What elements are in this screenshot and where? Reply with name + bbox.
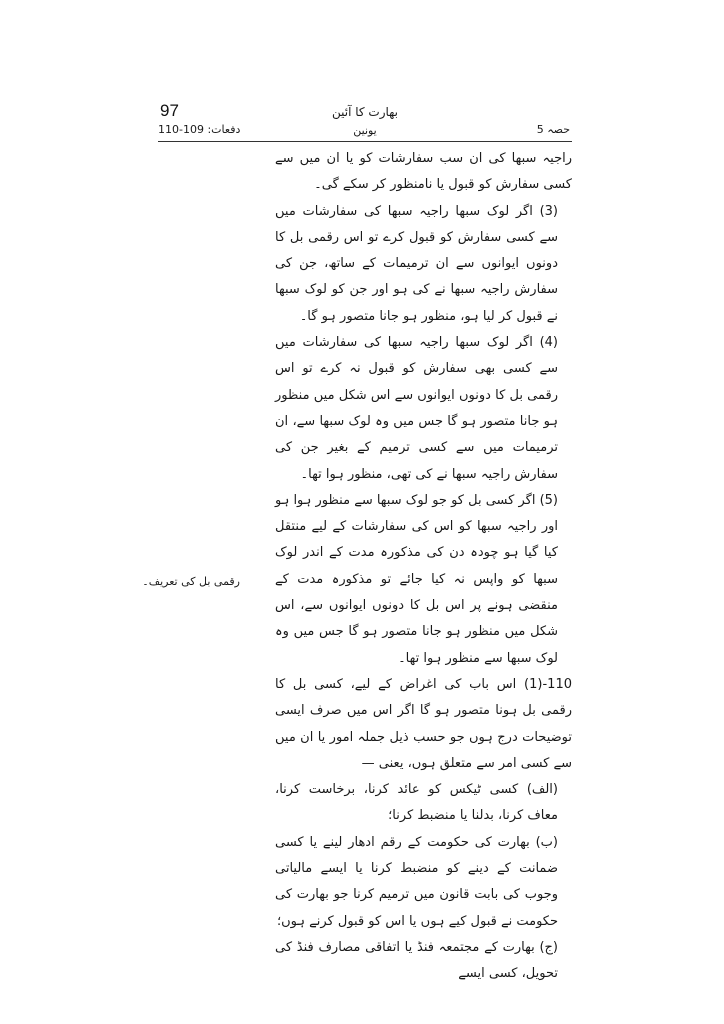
running-subtitle: یونین <box>353 124 377 137</box>
page-number: 97 <box>160 101 179 120</box>
item-alif: (الف) کسی ٹیکس کو عائد کرنا، برخاست کرنا، معاف کرنا، بدلنا یا منضبط کرنا؛ <box>275 782 558 824</box>
body-text <box>275 146 572 988</box>
part-label: حصہ 5 <box>536 123 570 136</box>
header-divider <box>158 141 572 142</box>
item-be: (ب) بھارت کی حکومت کے رقم ادھار لینے یا کسی ضمانت کے دینے کو منضبط کرنا یا ایسے مالیاتی وجوب کی بابت قانون میں ترمیم کرنا جو بھارت کی حکومت نے قبول کیے ہوں یا اس کو قبول کرنے ہوں؛ <box>275 834 558 929</box>
section-range: دفعات: 109-110 <box>158 123 241 136</box>
clause-3: (3) اگر لوک سبھا راجیہ سبھا کی سفارشات میں سے کسی سفارش کو قبول کرے تو اس رقمی بل کا دونوں ایوانوں سے ان ترمیمات کے ساتھ، جن کی سفارش راجیہ سبھا نے کی ہو اور جن کو لوک سبھا نے قبول کر لیا ہو، منظور ہو جانا متصور ہو گا۔ <box>275 203 558 324</box>
item-jeem: (ج) بھارت کے مجتمعہ فنڈ یا اتفاقی مصارف فنڈ کی تحویل، کسی ایسے <box>275 939 558 982</box>
margin-note: رقمی بل کی تعریف۔ <box>142 575 240 588</box>
clause-5: (5) اگر کسی بل کو جو لوک سبھا سے منظور ہوا ہو اور راجیہ سبھا کو اس کی سفارشات کے لیے منتقل کیا گیا ہو چودہ دن کی مذکورہ مدت کے اندر لوک سبھا کو واپس نہ کیا جائے تو مذکورہ مدت کے منقضی ہونے پر اس بل کا دونوں ایوانوں سے، اس شکل میں منظور ہو جانا متصور ہو گا جس میں وہ لوک سبھا سے منظور ہوا تھا۔ <box>274 492 558 666</box>
clause-4: (4) اگر لوک سبھا راجیہ سبھا کی سفارشات میں سے کسی بھی سفارش کو قبول نہ کرے تو اس رقمی بل کا دونوں ایوانوں سے اس شکل میں منظور ہو جانا متصور ہو گا جس میں وہ لوک سبھا سے، ان ترمیمات میں سے کسی ترمیم کے بغیر جن کی سفارش راجیہ سبھا نے کی تھی، منظور ہوا تھا۔ <box>275 335 558 482</box>
section-110-1: 110-(1) اس باب کی اغراض کے لیے، کسی بل کا رقمی بل ہونا متصور ہو گا اگر اس میں صرف ایسی توضیحات درج ہوں جو حسب ذیل جملہ امور یا ان میں سے کسی امر سے متعلق ہوں، یعنی — <box>275 676 572 771</box>
paragraph-recommendations: راجیہ سبھا کی ان سب سفارشات کو یا ان میں سے کسی سفارش کو قبول یا نامنظور کر سکے گی۔ <box>275 151 572 193</box>
running-title: بھارت کا آئین <box>331 105 399 119</box>
